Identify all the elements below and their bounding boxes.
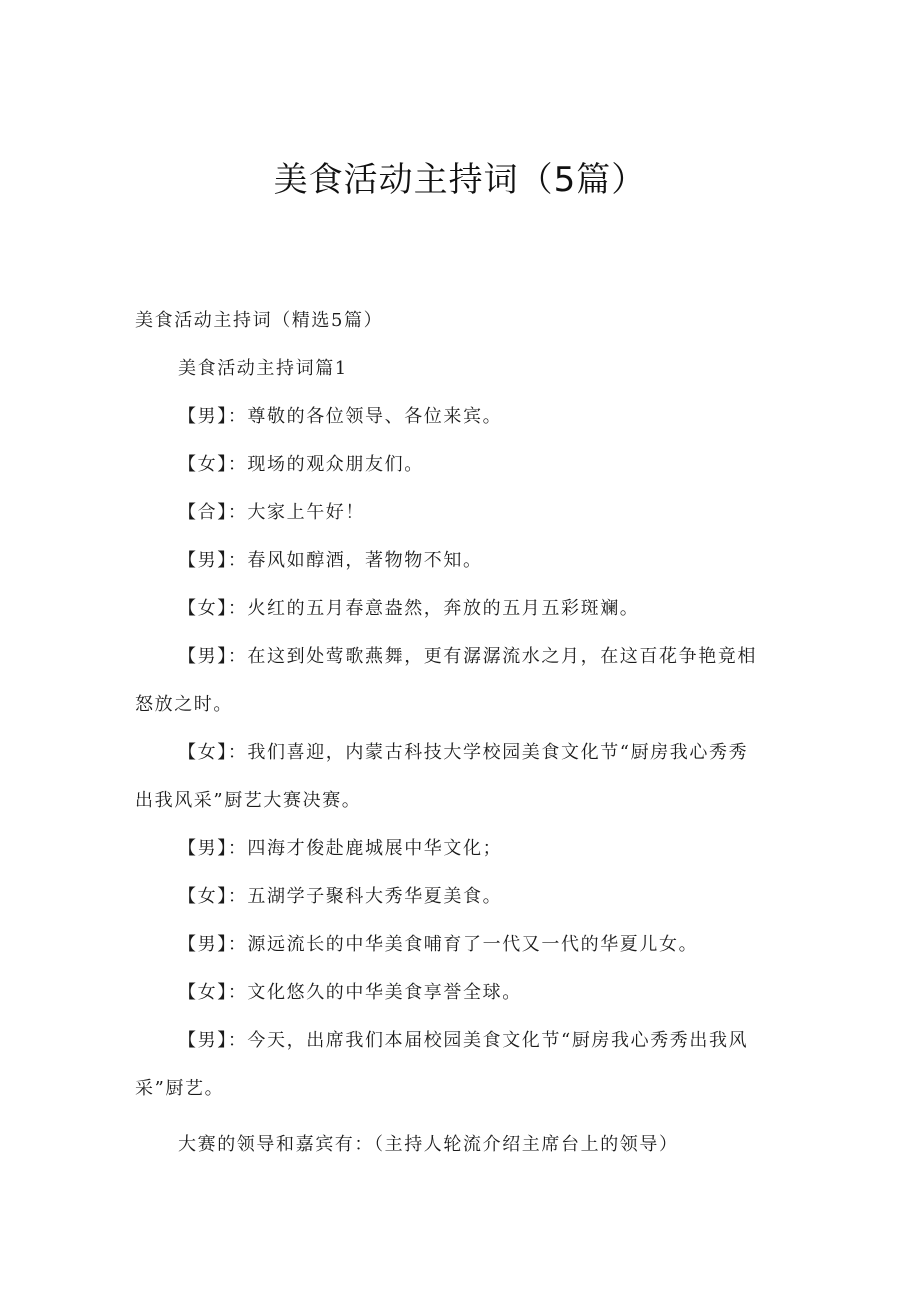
speaker-tag: 【男】 xyxy=(178,550,228,571)
speaker-tag: 【女】 xyxy=(178,454,228,475)
speaker-tag: 【女】 xyxy=(178,982,228,1003)
dialogue-text: ：五湖学子聚科大秀华夏美食。 xyxy=(227,886,503,907)
speaker-tag: 【男】 xyxy=(178,934,228,955)
dialogue-text: ：在这到处莺歌燕舞，更有潺潺流水之月，在这百花争艳竟相 xyxy=(227,646,758,667)
dialogue-line xyxy=(178,741,748,765)
dialogue-line xyxy=(178,453,424,477)
speaker-tag: 【合】 xyxy=(178,502,228,523)
document-subtitle: 美食活动主持词（精选5篇） xyxy=(135,310,384,331)
dialogue-text: ：今天，出席我们本届校园美食文化节“厨房我心秀秀出我风 xyxy=(227,1030,749,1051)
section-heading: 美食活动主持词篇1 xyxy=(178,358,348,379)
dialogue-text: ：春风如醇酒，著物物不知。 xyxy=(227,550,483,571)
dialogue-line xyxy=(178,1029,748,1053)
dialogue-line xyxy=(178,597,639,621)
dialogue-text: ：四海才俊赴鹿城展中华文化； xyxy=(227,838,503,859)
speaker-tag: 【女】 xyxy=(178,742,228,763)
dialogue-line xyxy=(178,405,502,429)
page-title: 美食活动主持词（5篇） xyxy=(273,160,647,200)
dialogue-continuation: 出我风采”厨艺大赛决赛。 xyxy=(135,790,362,811)
dialogue-line xyxy=(178,549,483,573)
dialogue-text: ：我们喜迎，内蒙古科技大学校园美食文化节“厨房我心秀秀 xyxy=(227,742,749,763)
dialogue-text: ：现场的观众朋友们。 xyxy=(227,454,424,475)
dialogue-line xyxy=(178,885,502,909)
speaker-tag: 【男】 xyxy=(178,646,228,667)
dialogue-line xyxy=(178,837,502,861)
speaker-tag: 【男】 xyxy=(178,838,228,859)
speaker-tag: 【男】 xyxy=(178,406,228,427)
dialogue-line xyxy=(178,645,757,669)
closing-paragraph: 大赛的领导和嘉宾有：（主持人轮流介绍主席台上的领导） xyxy=(178,1134,679,1155)
dialogue-text: ：火红的五月春意盎然，奔放的五月五彩斑斓。 xyxy=(227,598,640,619)
dialogue-text: ：文化悠久的中华美食享誉全球。 xyxy=(227,982,522,1003)
dialogue-line xyxy=(178,501,365,525)
speaker-tag: 【男】 xyxy=(178,1030,228,1051)
dialogue-continuation: 采”厨艺。 xyxy=(135,1078,225,1099)
speaker-tag: 【女】 xyxy=(178,886,228,907)
speaker-tag: 【女】 xyxy=(178,598,228,619)
dialogue-text: ：尊敬的各位领导、各位来宾。 xyxy=(227,406,503,427)
dialogue-line xyxy=(178,933,698,957)
dialogue-line xyxy=(178,981,522,1005)
dialogue-text: ：大家上午好！ xyxy=(227,502,366,523)
dialogue-continuation: 怒放之时。 xyxy=(135,694,233,715)
dialogue-text: ：源远流长的中华美食哺育了一代又一代的华夏儿女。 xyxy=(227,934,699,955)
